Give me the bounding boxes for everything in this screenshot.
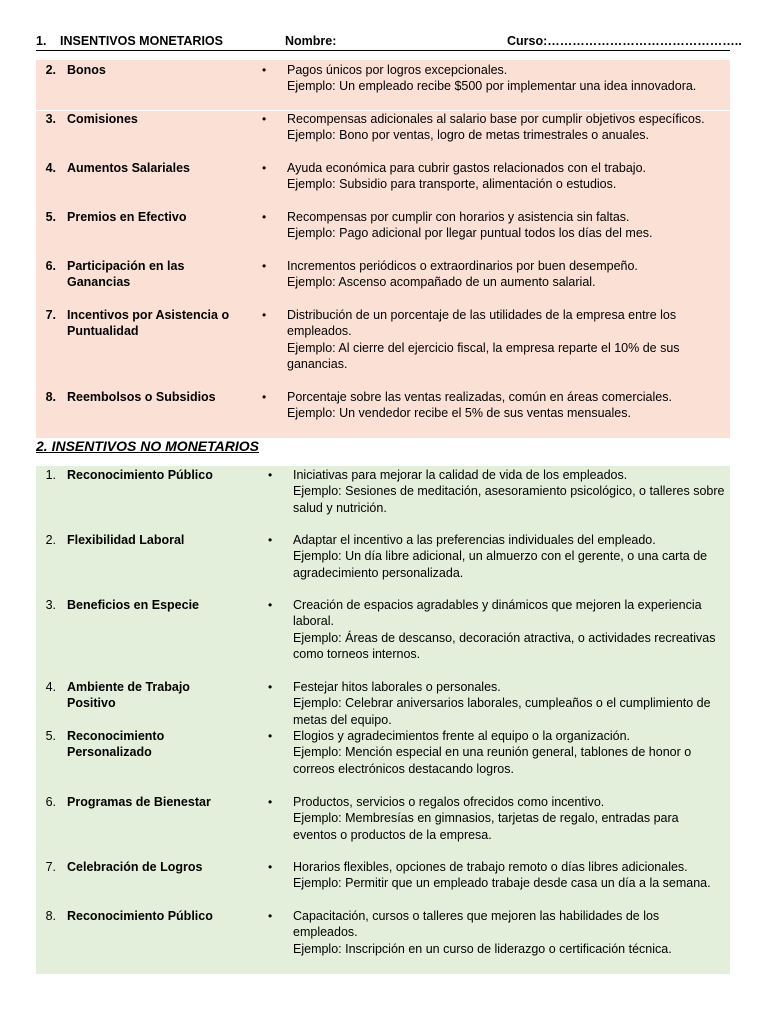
header-number: 1.: [36, 34, 47, 48]
example-text: Ejemplo: Áreas de descanso, decoración atractiva, o actividades recreativas como torneos internos.: [293, 630, 716, 662]
item-number: 2.: [45, 533, 56, 547]
example-text: Ejemplo: Pago adicional por llegar puntual todos los días del mes.: [287, 226, 653, 241]
description-text: Festejar hitos laborales o personales.: [293, 680, 501, 694]
item-label: Reconocimiento Público: [67, 909, 213, 923]
example-text: Ejemplo: Sesiones de meditación, asesoramiento psicológico, o talleres sobre salud y nutrición.: [293, 484, 725, 515]
example-text: Ejemplo: Membresías en gimnasios, tarjetas de regalo, entradas para eventos o productos de la empresa.: [293, 811, 679, 842]
description-text: Incrementos periódicos o extraordinarios por buen desempeño.: [287, 259, 638, 273]
example-text: Ejemplo: Subsidio para transporte, alimentación o estudios.: [287, 177, 617, 192]
item-description: [287, 62, 723, 95]
item-number: 3.: [45, 598, 56, 612]
course-label: Curso:………………………………………..: [507, 34, 742, 48]
item-label: Incentivos por Asistencia o Puntualidad: [67, 308, 230, 339]
bullet-icon: •: [262, 210, 267, 224]
monetary-incentives-panel: [36, 60, 730, 438]
item-description: [293, 467, 725, 516]
item-description: [293, 728, 725, 777]
item-number: 5.: [45, 729, 56, 743]
section2-title: 2. INSENTIVOS NO MONETARIOS: [36, 438, 259, 454]
item-label: Ambiente de Trabajo Positivo: [67, 680, 190, 711]
bullet-icon: •: [268, 468, 273, 482]
item-label: Flexibilidad Laboral: [67, 533, 185, 547]
description-text: Porcentaje sobre las ventas realizadas, común en áreas comerciales.: [287, 390, 672, 404]
item-number: 8.: [45, 909, 56, 923]
item-description: [287, 209, 723, 242]
bullet-icon: •: [268, 860, 273, 874]
example-text: Ejemplo: Inscripción en un curso de liderazgo o certificación técnica.: [293, 941, 672, 956]
bullet-icon: •: [262, 161, 267, 175]
description-text: Iniciativas para mejorar la calidad de vida de los empleados.: [293, 468, 628, 482]
item-description: [287, 307, 723, 373]
item-number: 7.: [45, 860, 56, 874]
description-text: Recompensas por cumplir con horarios y asistencia sin faltas.: [287, 210, 630, 224]
item-description: [287, 258, 723, 291]
item-label: Reembolsos o Subsidios: [67, 390, 216, 404]
example-text: Ejemplo: Al cierre del ejercicio fiscal, la empresa reparte el 10% de sus ganancias.: [287, 340, 680, 372]
item-label: Aumentos Salariales: [67, 161, 190, 175]
description-text: Distribución de un porcentaje de las utilidades de la empresa entre los empleados.: [287, 308, 677, 339]
description-text: Elogios y agradecimientos frente al equipo o la organización.: [293, 729, 631, 743]
bullet-icon: •: [262, 308, 267, 322]
item-description: [293, 532, 725, 581]
item-number: 4.: [45, 161, 56, 175]
item-label: Bonos: [67, 63, 106, 77]
item-label: Participación en las Ganancias: [67, 259, 185, 290]
header-title: INSENTIVOS MONETARIOS: [60, 34, 223, 48]
description-text: Ayuda económica para cubrir gastos relacionados con el trabajo.: [287, 161, 647, 175]
description-text: Recompensas adicionales al salario base por cumplir objetivos específicos.: [287, 112, 705, 126]
item-description: [293, 597, 725, 663]
item-label: Programas de Bienestar: [67, 795, 211, 809]
non-monetary-incentives-panel: [36, 466, 730, 974]
bullet-icon: •: [262, 259, 267, 273]
description-text: Capacitación, cursos o talleres que mejoren las habilidades de los empleados.: [293, 909, 660, 940]
bullet-icon: •: [268, 598, 273, 612]
item-number: 4.: [45, 680, 56, 694]
item-label: Reconocimiento Personalizado: [67, 729, 165, 760]
description-text: Pagos únicos por logros excepcionales.: [287, 63, 508, 77]
item-number: 7.: [45, 308, 56, 322]
bullet-icon: •: [268, 909, 273, 923]
item-description: [293, 908, 725, 957]
bullet-icon: •: [268, 680, 273, 694]
item-number: 8.: [45, 390, 56, 404]
bullet-icon: •: [268, 533, 273, 547]
item-number: 5.: [45, 210, 56, 224]
item-number: 1.: [45, 468, 56, 482]
description-text: Productos, servicios o regalos ofrecidos como incentivo.: [293, 795, 605, 809]
example-text: Ejemplo: Un vendedor recibe el 5% de sus ventas mensuales.: [287, 406, 631, 421]
example-text: Ejemplo: Un día libre adicional, un almuerzo con el gerente, o una carta de agradecimiento personalizada.: [293, 549, 708, 580]
item-description: [287, 160, 723, 193]
item-description: [293, 859, 725, 892]
bullet-icon: •: [268, 795, 273, 809]
example-text: Ejemplo: Ascenso acompañado de un aumento salarial.: [287, 275, 596, 290]
description-text: Adaptar el incentivo a las preferencias individuales del empleado.: [293, 533, 656, 547]
document-header: [36, 34, 742, 51]
item-description: [293, 794, 725, 843]
example-text: Ejemplo: Permitir que un empleado trabaje desde casa un día a la semana.: [293, 876, 711, 891]
item-description: [287, 111, 723, 144]
example-text: Ejemplo: Bono por ventas, logro de metas trimestrales o anuales.: [287, 128, 649, 143]
item-number: 2.: [45, 63, 56, 77]
item-number: 6.: [45, 795, 56, 809]
item-label: Beneficios en Especie: [67, 598, 200, 612]
bullet-icon: •: [262, 112, 267, 126]
example-text: Ejemplo: Celebrar aniversarios laborales, cumpleaños o el cumplimiento de metas del equipo.: [293, 696, 711, 727]
bullet-icon: •: [262, 390, 267, 404]
item-description: [293, 679, 725, 728]
item-label: Reconocimiento Público: [67, 468, 213, 482]
name-label: Nombre:: [285, 34, 337, 48]
item-label: Comisiones: [67, 112, 138, 126]
item-label: Premios en Efectivo: [67, 210, 187, 224]
description-text: Creación de espacios agradables y dinámicos que mejoren la experiencia laboral.: [293, 598, 702, 629]
item-number: 6.: [45, 259, 56, 273]
example-text: Ejemplo: Un empleado recibe $500 por implementar una idea innovadora.: [287, 79, 697, 94]
example-text: Ejemplo: Mención especial en una reunión general, tablones de honor o correos electrónicos destacando logros.: [293, 745, 692, 776]
description-text: Horarios flexibles, opciones de trabajo remoto o días libres adicionales.: [293, 860, 688, 874]
bullet-icon: •: [268, 729, 273, 743]
item-description: [287, 389, 723, 422]
item-label: Celebración de Logros: [67, 860, 203, 874]
bullet-icon: •: [262, 63, 267, 77]
item-number: 3.: [45, 112, 56, 126]
